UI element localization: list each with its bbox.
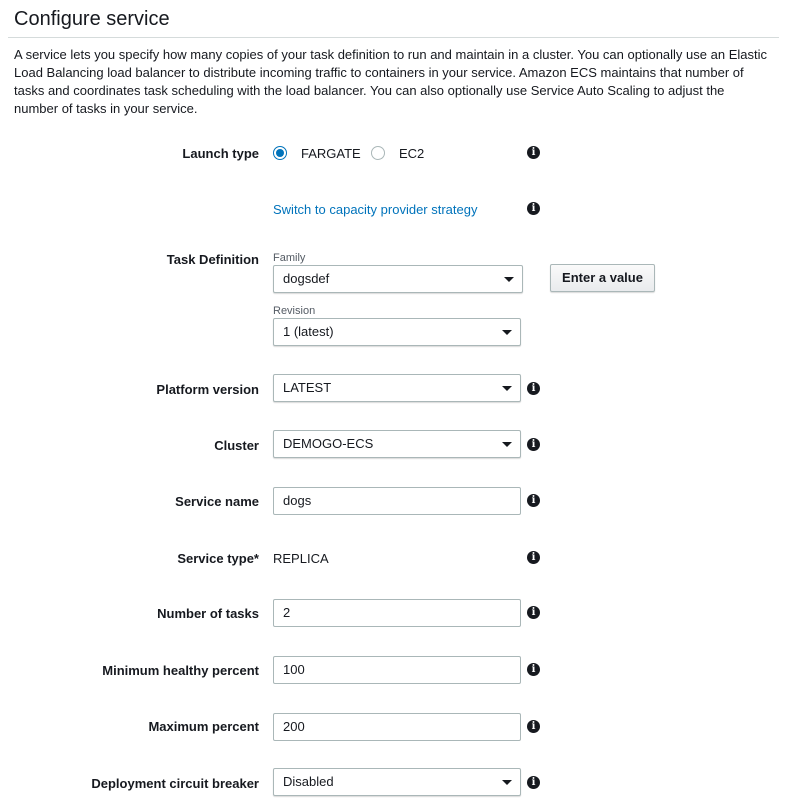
platform-version-value: LATEST: [283, 380, 332, 395]
revision-select-value: 1 (latest): [283, 324, 334, 339]
number-of-tasks-input[interactable]: [273, 599, 521, 627]
chevron-down-icon: [502, 442, 512, 447]
launch-type-fargate-label[interactable]: FARGATE: [301, 146, 361, 161]
family-label: Family: [273, 252, 306, 264]
page-description: A service lets you specify how many copies of your task definition to run and maintain in a cluster. You can optionally use an Elastic Load Balancing load balancer to distribute incoming traffic to containers in your service. Amazon ECS maintains that number of tasks and coordinates task scheduling with the load balancer. You can also optionally use Service Auto Scaling to adjust the number of tasks in your service.: [14, 47, 767, 116]
min-healthy-percent-value: 100: [283, 662, 305, 677]
info-icon[interactable]: i: [527, 776, 540, 789]
chevron-down-icon: [502, 330, 512, 335]
switch-capacity-provider-link[interactable]: Switch to capacity provider strategy: [273, 202, 478, 217]
page-title: Configure service: [14, 8, 170, 30]
circuit-breaker-value: Disabled: [283, 774, 334, 789]
platform-version-label: Platform version: [156, 382, 259, 397]
enter-a-value-button[interactable]: Enter a value: [550, 264, 655, 292]
service-name-value: dogs: [283, 493, 312, 508]
chevron-down-icon: [502, 386, 512, 391]
min-healthy-percent-input[interactable]: [273, 656, 521, 684]
circuit-breaker-select[interactable]: [273, 768, 521, 796]
service-type-label: Service type*: [177, 551, 259, 566]
service-type-value: REPLICA: [273, 551, 329, 566]
launch-type-ec2-radio[interactable]: [371, 146, 385, 160]
info-icon[interactable]: i: [527, 606, 540, 619]
min-healthy-percent-label: Minimum healthy percent: [102, 663, 259, 678]
chevron-down-icon: [504, 277, 514, 282]
cluster-value: DEMOGO-ECS: [283, 436, 374, 451]
info-icon[interactable]: i: [527, 146, 540, 159]
revision-select[interactable]: [273, 318, 521, 346]
launch-type-ec2-label[interactable]: EC2: [399, 146, 425, 161]
service-name-input[interactable]: [273, 487, 521, 515]
launch-type-fargate-radio[interactable]: [273, 146, 287, 160]
info-icon[interactable]: i: [527, 720, 540, 733]
info-icon[interactable]: i: [527, 663, 540, 676]
info-icon[interactable]: i: [527, 494, 540, 507]
chevron-down-icon: [502, 780, 512, 785]
family-select-value: dogsdef: [283, 271, 330, 286]
title-divider: [8, 37, 779, 38]
number-of-tasks-label: Number of tasks: [157, 606, 259, 621]
task-definition-label: Task Definition: [166, 252, 259, 267]
max-percent-label: Maximum percent: [148, 719, 259, 734]
platform-version-select[interactable]: [273, 374, 521, 402]
info-icon[interactable]: i: [527, 382, 540, 395]
info-icon[interactable]: i: [527, 551, 540, 564]
circuit-breaker-label: Deployment circuit breaker: [91, 776, 259, 791]
info-icon[interactable]: i: [527, 202, 540, 215]
cluster-select[interactable]: [273, 430, 521, 458]
max-percent-value: 200: [283, 719, 305, 734]
info-icon[interactable]: i: [527, 438, 540, 451]
family-select[interactable]: [273, 265, 523, 293]
revision-label: Revision: [273, 305, 316, 317]
number-of-tasks-value: 2: [283, 605, 291, 620]
launch-type-label: Launch type: [182, 146, 259, 161]
service-name-label: Service name: [175, 494, 259, 509]
cluster-label: Cluster: [214, 438, 259, 453]
max-percent-input[interactable]: [273, 713, 521, 741]
